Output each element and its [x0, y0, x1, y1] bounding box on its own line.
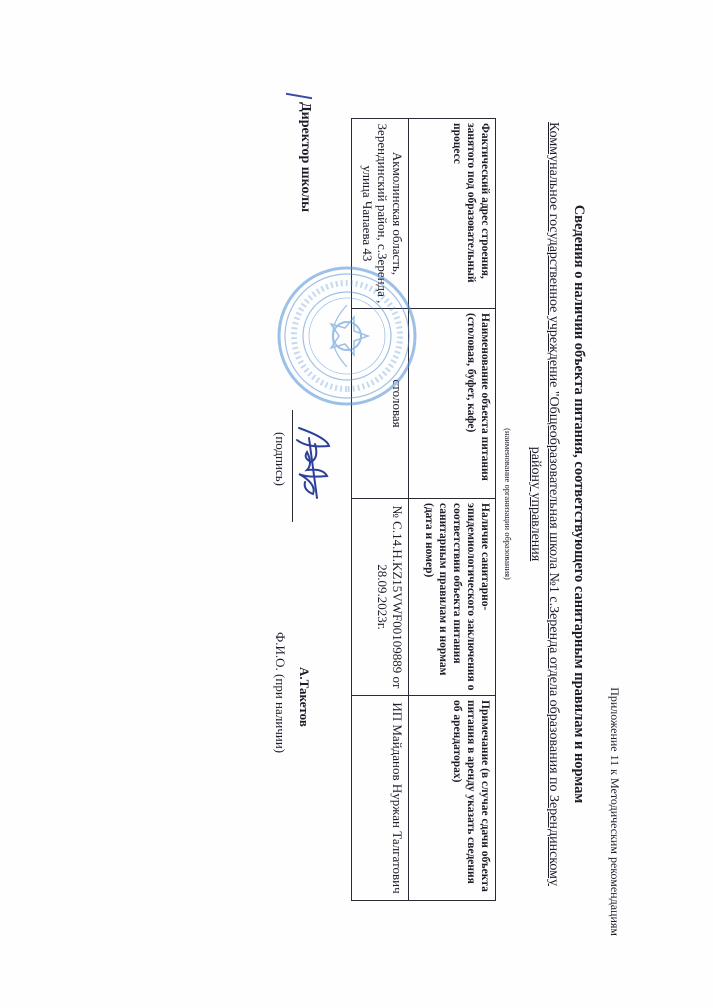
- school-seal-stamp: [276, 265, 418, 407]
- header-sanitary-conclusion: Наличие санитарно-эпидемиологического заключения о соответствии объекта питания санитарным правилам и нормам (дата и номер): [409, 499, 496, 696]
- organization-caption: (наименование организации образования): [503, 428, 513, 580]
- handwritten-signature: [292, 418, 337, 518]
- director-label: Директор школы: [298, 102, 313, 213]
- signature-line: [292, 410, 293, 522]
- table-header-row: [409, 119, 496, 901]
- header-note: Примечание (в случае сдачи объекта питания в аренду указать сведения об арендаторах): [409, 696, 496, 901]
- cell-facility-name: столовая: [352, 309, 409, 499]
- header-facility-name: Наименование объекта питания (столовая, буфет, кафе): [409, 309, 496, 499]
- food-facility-table: [351, 118, 496, 901]
- document-title: Сведения о наличии объекта питания, соответствующего санитарным правилам и нормам: [571, 204, 587, 804]
- name-caption: Ф.И.О. (при наличии): [273, 632, 288, 754]
- director-name: А.Такетов: [297, 667, 312, 727]
- margin-mark: [286, 93, 312, 100]
- organization-name-line2: району управления: [528, 446, 543, 562]
- organization-name-line1: Коммунальное государственное учреждение "Общеобразовательная школа №1 с.Зеренда отдела образования по Зерендинскому: [546, 122, 561, 886]
- signature-caption: (подпись): [273, 432, 288, 486]
- organization-name: [526, 0, 562, 1008]
- cell-note: ИП Майданов Нуржан Талгатович: [352, 696, 409, 901]
- table-row: [352, 119, 409, 901]
- cell-address: Акмолинская область, Зерендинский район, с.Зеренда , улица Чапаева 43: [352, 119, 409, 309]
- appendix-note: Приложение 11 к Методическим рекомендациям: [608, 687, 622, 936]
- header-address: Фактический адрес строения, занятого под образовательный процесс: [409, 119, 496, 309]
- cell-sanitary-conclusion: № C.14.Н.KZ15VWF00109889 от 28.09.2023г.: [352, 499, 409, 696]
